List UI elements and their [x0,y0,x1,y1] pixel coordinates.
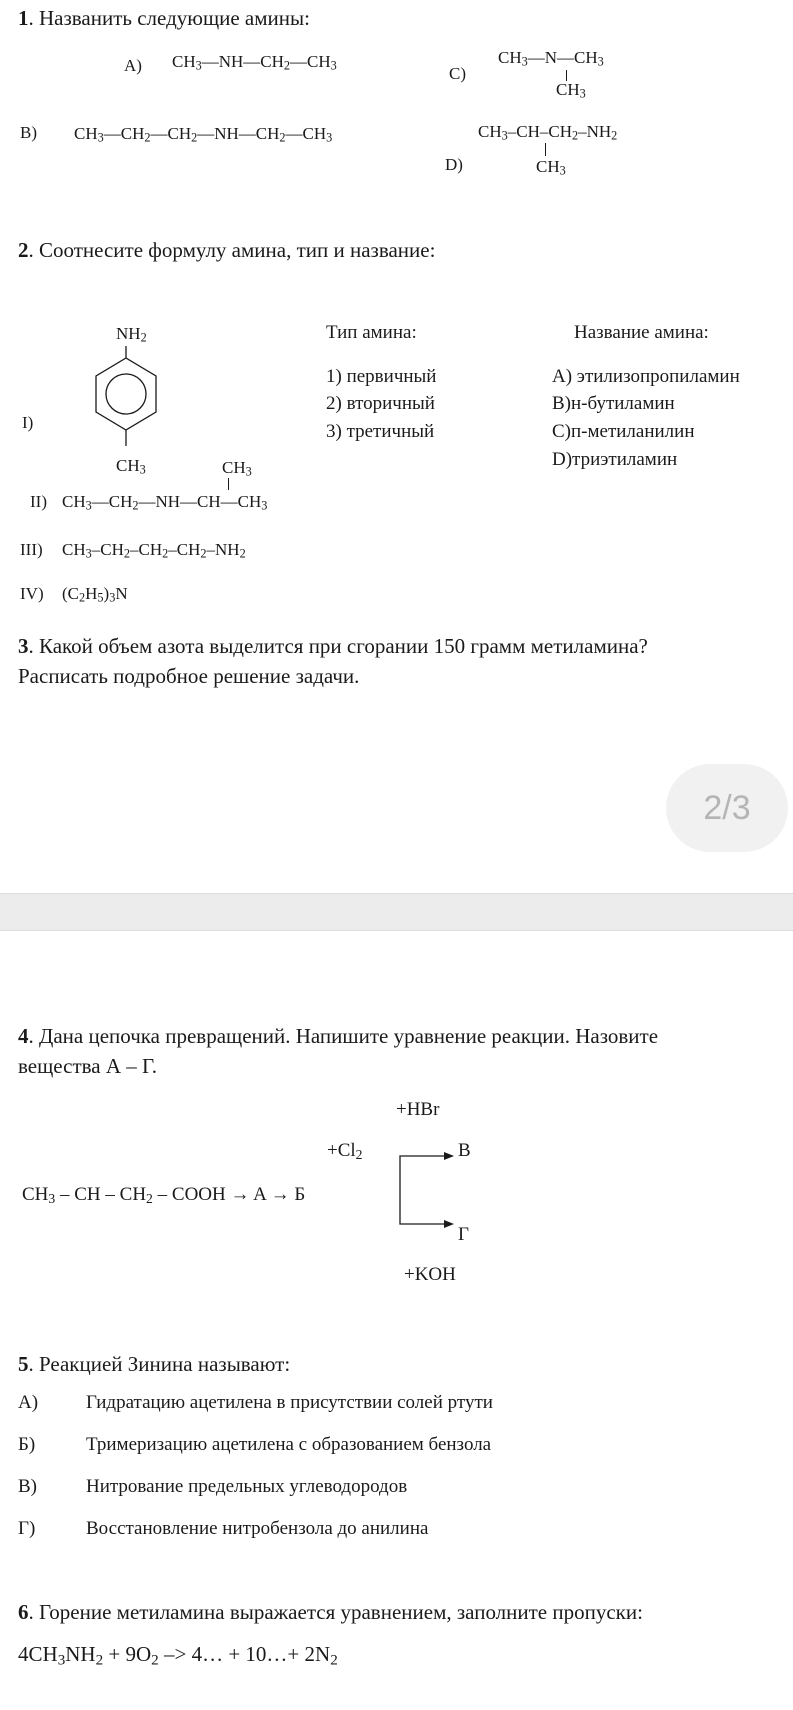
benzene-ring-icon [90,346,162,456]
q3-line1: 3. Какой объем азота выделится при сгорании 150 грамм метиламина? [18,634,648,658]
q4-branch-arrows [396,1146,456,1236]
q2-label-4: IV) [20,584,44,603]
q2-type-1: 1) первичный [326,366,437,387]
q4-koh: +KOH [404,1264,456,1285]
q5-option-d-letter: Г) [18,1518,36,1539]
q4-line2: вещества А – Г. [18,1054,158,1078]
q1-label-c: C) [449,64,466,83]
q2-label-3: III) [20,540,43,559]
q2-label-1: I) [22,413,34,432]
q1-label-b: B) [20,123,37,142]
q2-struct2-branch: $CH_3$ [222,458,252,479]
q6-title: 6. Горение метиламина выражается уравнением, заполните пропуски: [18,1600,643,1624]
q2-type-3: 3) третичный [326,421,435,442]
q2-struct2-bond [228,478,229,490]
q1-formula-d-methyl: $CH_3$ [536,157,566,178]
q3-line2: Расписать подробное решение задачи. [18,664,360,688]
q2-type-2: 2) вторичный [326,393,435,414]
q2-type-header: Тип амина: [326,322,417,343]
q1-formula-d-bond [545,143,546,156]
q5-option-c-letter: В) [18,1476,37,1497]
q1-label-a: A) [124,56,142,75]
q1-label-d: D) [445,155,463,174]
q1-formula-a: $CH_3—NH—CH_2—CH_3$ [172,52,337,73]
q2-label-2: II) [30,492,47,511]
q2-struct4: $(C_2H_5)_3N$ [62,584,128,605]
q4-chain: $CH_3$ – CH – $CH_2$ – COOH → A → Б [22,1184,306,1206]
q2-name-d: D)триэтиламин [552,449,678,470]
q1-formula-c-methyl: $CH_3$ [556,80,586,101]
q5-option-c-text: Нитрование предельных углеводородов [86,1476,408,1497]
q5-title: 5. Реакцией Зинина называют: [18,1352,291,1376]
q5-option-d-text: Восстановление нитробензола до анилина [86,1518,429,1539]
q4-product-g: Г [458,1224,469,1245]
q4-line1: 4. Дана цепочка превращений. Напишите уравнение реакции. Назовите [18,1024,659,1048]
q2-name-b: B)н-бутиламин [552,393,675,414]
q2-name-a: A) этилизопропиламин [552,366,740,387]
q2-title: 2. Соотнесите формулу амина, тип и название: [18,238,436,262]
q5-option-a-letter: А) [18,1392,39,1413]
page-indicator: 2/3 [666,764,788,852]
q2-struct1-nh2: $NH_2$ [116,324,147,345]
q5-option-a-text: Гидратацию ацетилена в присутствии солей ртути [86,1392,493,1413]
q2-struct1-ch3: $CH_3$ [116,456,146,477]
q2-struct2-main: $CH_3—CH_2—NH—CH—CH_3$ [62,492,268,513]
q1-formula-c: $CH_3—N—CH_3$ [498,48,604,69]
q5-option-b-text: Тримеризацию ацетилена с образованием бензола [86,1434,492,1455]
q1-formula-b: $CH_3—CH_2—CH_2—NH—CH_2—CH_3$ [74,124,333,145]
q6-equation: $4CH_3NH_2 + 9O_2$ –> 4… + 10…+ $2N_2$ [18,1642,338,1669]
q1-title: 1. Названить следующие амины: [18,6,310,30]
q4-cl2: $+Cl_2$ [327,1140,363,1162]
q2-name-header: Название амина: [574,322,709,343]
q4-product-b: B [458,1140,471,1161]
q2-struct3: $CH_3-CH_2-CH_2-CH_2-NH_2$ [62,540,246,561]
q2-name-c: C)п-метиланилин [552,421,695,442]
q5-option-b-letter: Б) [18,1434,36,1455]
q1-formula-d: $CH_3-CH-CH_2-NH_2$ [478,122,618,143]
page-separator [0,893,793,931]
q4-hbr: +HBr [396,1099,440,1120]
